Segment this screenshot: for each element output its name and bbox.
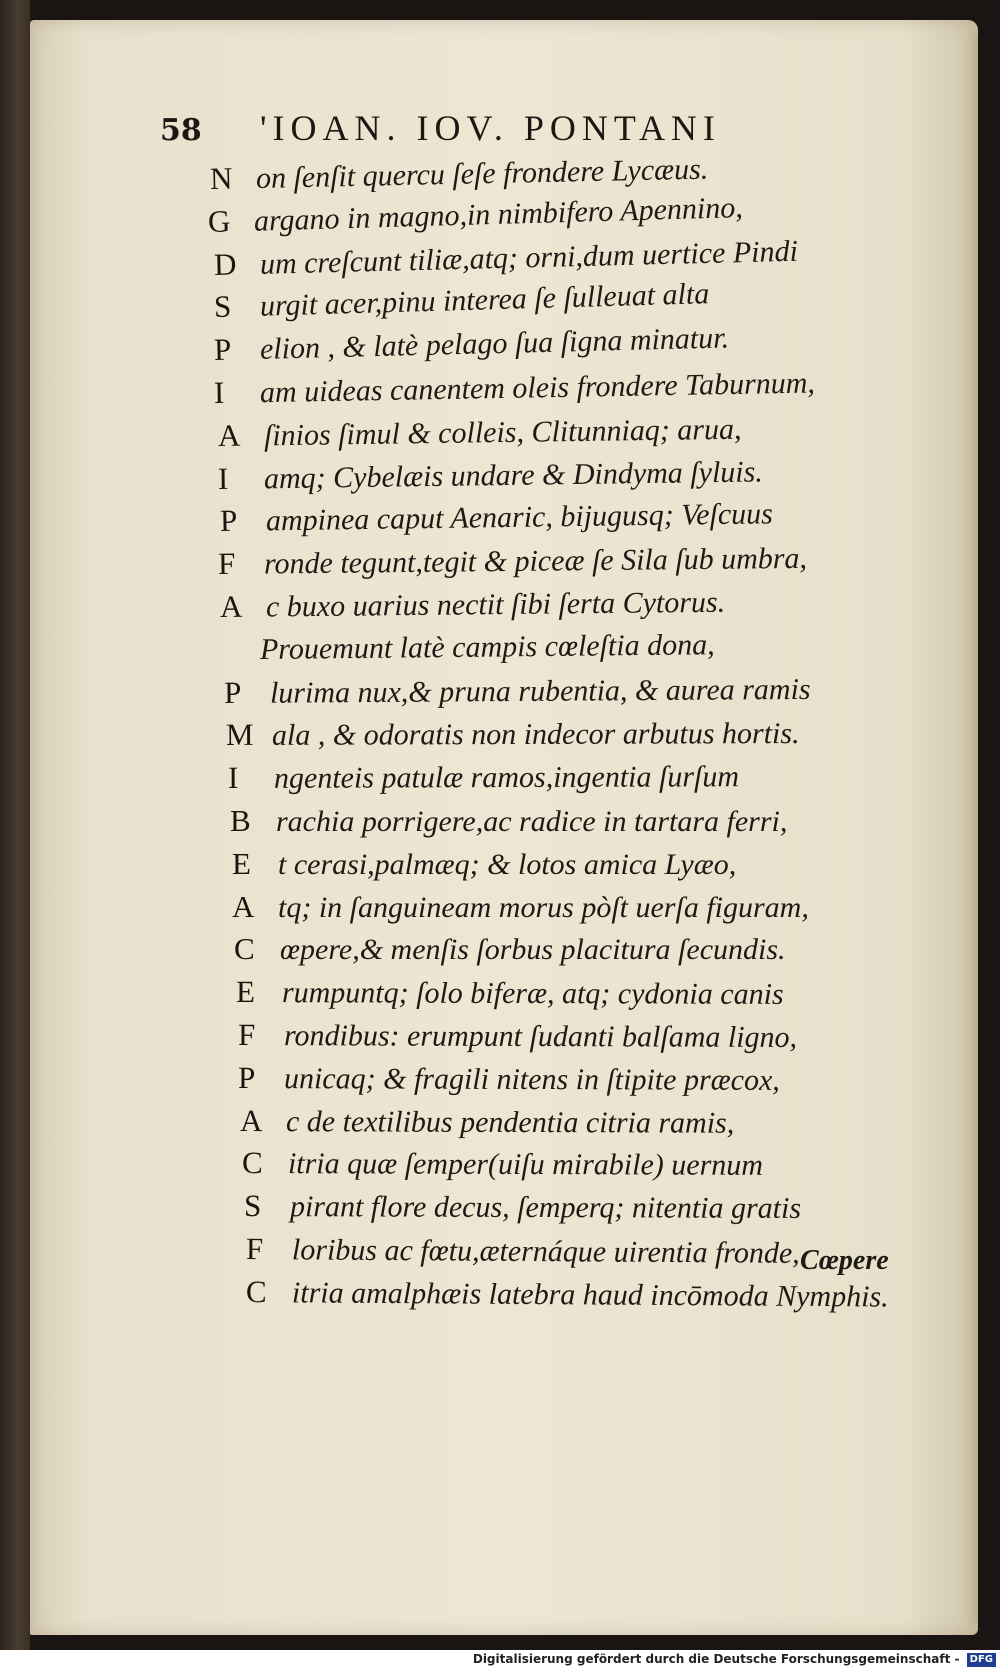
digitization-credit xyxy=(0,1652,996,1672)
line-initial: D xyxy=(213,246,237,282)
line-text: amq; Cybelæis undare & Dindyma ſyluis. xyxy=(263,454,764,495)
verse-line xyxy=(230,800,930,843)
line-initial: I xyxy=(217,460,229,496)
book-spine xyxy=(0,0,30,1650)
line-text: pirant flore decus, ſemperq; nitentia gratis xyxy=(289,1190,802,1226)
verse-line xyxy=(242,1142,930,1187)
line-initial: M xyxy=(225,717,254,753)
verse-text xyxy=(207,152,930,1314)
line-initial: A xyxy=(232,888,255,924)
line-initial: F xyxy=(217,545,236,582)
verse-line xyxy=(220,490,931,543)
line-initial: A xyxy=(239,1102,263,1138)
line-initial: C xyxy=(245,1273,267,1309)
line-initial: N xyxy=(209,160,233,196)
line-text: rumpuntq; ſolo biferæ, atq; cydonia canis xyxy=(281,976,784,1012)
line-initial: B xyxy=(230,802,251,838)
verse-line xyxy=(244,1185,930,1230)
verse-line xyxy=(246,1271,930,1319)
line-initial: C xyxy=(234,931,255,967)
dfg-logo: DFG xyxy=(967,1653,996,1667)
verse-line xyxy=(218,536,930,586)
line-text: c buxo uarius nectit ſibi ſerta Cytorus. xyxy=(265,585,726,624)
line-text: ngenteis patulæ ramos,ingentia ſurſum xyxy=(273,760,740,795)
line-initial: P xyxy=(223,674,242,710)
line-text: um creſcunt tiliæ,atq; orni,dum uertice Pindi xyxy=(259,234,799,281)
page-number: 58 xyxy=(160,113,202,148)
line-initial: P xyxy=(219,503,238,539)
running-title: 'IOAN. IOV. PONTANI xyxy=(260,108,721,148)
line-text: lurima nux,& pruna rubentia, & aurea ramis xyxy=(269,672,811,710)
line-initial: P xyxy=(213,331,232,368)
line-text: ſinios ſimul & colleis, Clitunniaq; arua, xyxy=(263,412,742,453)
line-text: itria amalphæis latebra haud incōmoda Nymphis. xyxy=(291,1276,889,1314)
line-text: ampinea caput Aenaric, bijugusq; Veſcuus xyxy=(265,497,774,538)
verse-line xyxy=(228,755,930,800)
line-text: itria quæ ſemper(uiſu mirabile) uernum xyxy=(287,1147,764,1183)
verse-line xyxy=(238,1014,930,1059)
verse-line xyxy=(238,1057,930,1102)
line-text: loribus ac fœtu,æternáque uirentia fronde, xyxy=(291,1233,800,1270)
verse-line xyxy=(232,886,930,929)
line-initial: P xyxy=(237,1059,256,1095)
line-initial: S xyxy=(213,288,232,325)
line-initial: F xyxy=(245,1230,264,1267)
line-initial: C xyxy=(241,1145,263,1181)
verse-line xyxy=(236,971,930,1016)
line-text: argano in magno,in nimbifero Apennino, xyxy=(253,190,744,238)
line-text: elion , & latè pelago ſua ſigna minatur. xyxy=(259,321,730,367)
line-text: tq; in ſanguineam morus pòſt uerſa figuram, xyxy=(278,890,809,924)
verse-line xyxy=(220,579,930,629)
line-text: Prouemunt latè campis cœleſtia dona, xyxy=(259,628,715,666)
line-initial: G xyxy=(207,203,231,239)
line-text: rachia porrigere,ac radice in tartara ferri, xyxy=(276,804,788,838)
line-text: ronde tegunt,tegit & piceæ ſe Sila ſub umbra, xyxy=(263,542,808,581)
catchword: Cœpere xyxy=(800,1245,889,1276)
credit-text: Digitalisierung gefördert durch die Deutsche Forschungsgemeinschaft - xyxy=(472,1652,960,1666)
verse-line xyxy=(240,1100,930,1145)
line-text: unicaq; & fragili nitens in ſtipite præcox, xyxy=(283,1061,780,1097)
verse-line xyxy=(260,622,930,672)
page-edge xyxy=(964,30,978,1625)
line-text: urgit acer,pinu interea ſe ſulleuat alta xyxy=(259,277,710,324)
line-text: œpere,& menſis ſorbus placitura ſecundis. xyxy=(280,933,786,967)
line-text: ala , & odoratis non indecor arbutus hortis. xyxy=(271,717,800,753)
line-initial: F xyxy=(237,1016,256,1052)
line-initial: I xyxy=(213,374,225,410)
line-text: rondibus: erumpunt ſudanti balſama ligno, xyxy=(283,1019,798,1054)
line-initial: E xyxy=(235,974,256,1010)
line-text: t cerasi,palmæq; & lotos amica Lyæo, xyxy=(278,847,737,881)
line-initial: S xyxy=(243,1188,262,1224)
verse-line xyxy=(232,843,930,886)
line-initial: E xyxy=(232,845,251,881)
line-initial: A xyxy=(217,417,241,453)
line-text: on ſenſit quercu ſeſe frondere Lycæus. xyxy=(255,152,709,196)
verse-line xyxy=(226,712,930,757)
line-text: am uideas canentem oleis frondere Taburnum, xyxy=(259,366,816,410)
line-text: c de textilibus pendentia citria ramis, xyxy=(285,1104,735,1140)
line-initial: A xyxy=(219,588,243,624)
verse-line xyxy=(224,667,930,715)
line-initial: I xyxy=(227,760,239,796)
verse-line xyxy=(234,928,930,971)
